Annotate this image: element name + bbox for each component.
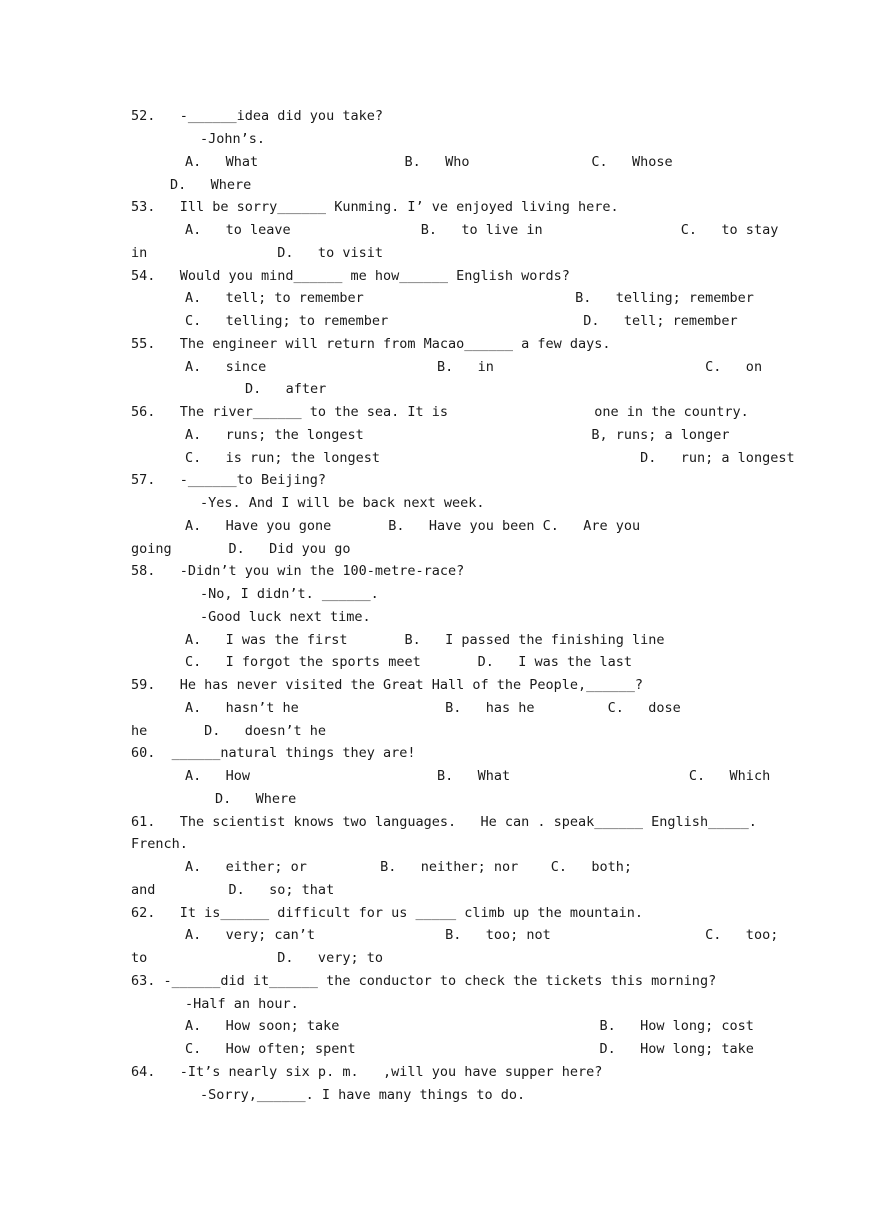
question-56-options-cd: C. is run; the longest D. run; a longest [185, 450, 795, 466]
question-60-options: A. How B. What C. Which [185, 768, 771, 784]
question-52-option-d: D. Where [170, 177, 252, 193]
question-52-prompt: 52. -______idea did you take? [131, 108, 383, 124]
question-56-prompt: 56. The river______ to the sea. It is one in the country. [131, 404, 749, 420]
question-54-prompt: 54. Would you mind______ me how______ English words? [131, 268, 570, 284]
question-55-options: A. since B. in C. on [185, 359, 763, 375]
question-61-options: A. either; or B. neither; nor C. both; [185, 859, 633, 875]
question-61-options-wrap: and D. so; that [131, 882, 335, 898]
question-57-prompt: 57. -______to Beijing? [131, 472, 327, 488]
question-58-prompt: 58. -Didn’t you win the 100-metre-race? [131, 563, 465, 579]
question-63-prompt: 63. -______did it______ the conductor to check the tickets this morning? [131, 973, 717, 989]
question-52-options: A. What B. Who C. Whose [185, 154, 673, 170]
question-59-prompt: 59. He has never visited the Great Hall of the People,______? [131, 677, 644, 693]
question-58-reply: -No, I didn’t. ______. [200, 586, 379, 602]
question-62-options-wrap: to D. very; to [131, 950, 383, 966]
question-63-options-ab: A. How soon; take B. How long; cost [185, 1018, 754, 1034]
question-56-options-ab: A. runs; the longest B, runs; a longer [185, 427, 730, 443]
question-57-options: A. Have you gone B. Have you been C. Are you [185, 518, 641, 534]
question-59-options-wrap: he D. doesn’t he [131, 723, 327, 739]
question-60-option-d: D. Where [215, 791, 297, 807]
question-58-options-cd: C. I forgot the sports meet D. I was the last [185, 654, 633, 670]
question-55-option-d: D. after [245, 381, 327, 397]
question-54-options-cd: C. telling; to remember D. tell; remember [185, 313, 738, 329]
question-54-options-ab: A. tell; to remember B. telling; remember [185, 290, 754, 306]
question-58-options-ab: A. I was the first B. I passed the finishing line [185, 632, 665, 648]
question-62-options: A. very; can’t B. too; not C. too; [185, 927, 779, 943]
question-59-options: A. hasn’t he B. has he C. dose [185, 700, 681, 716]
question-58-reply-2: -Good luck next time. [200, 609, 371, 625]
question-52-reply: -John’s. [200, 131, 266, 147]
question-60-prompt: 60. ______natural things they are! [131, 745, 416, 761]
question-53-options: A. to leave B. to live in C. to stay [185, 222, 779, 238]
question-62-prompt: 62. It is______ difficult for us _____ climb up the mountain. [131, 905, 644, 921]
question-57-reply: -Yes. And I will be back next week. [200, 495, 485, 511]
question-53-prompt: 53. Ill be sorry______ Kunming. I’ ve enjoyed living here. [131, 199, 619, 215]
question-64-reply: -Sorry,______. I have many things to do. [200, 1087, 526, 1103]
question-55-prompt: 55. The engineer will return from Macao______ a few days. [131, 336, 611, 352]
question-53-options-wrap: in D. to visit [131, 245, 383, 261]
question-63-reply: -Half an hour. [185, 996, 299, 1012]
question-64-prompt: 64. -It’s nearly six p. m. ,will you have supper here? [131, 1064, 603, 1080]
question-57-options-wrap: going D. Did you go [131, 541, 351, 557]
question-63-options-cd: C. How often; spent D. How long; take [185, 1041, 754, 1057]
question-61-prompt-wrap: French. [131, 836, 188, 852]
question-61-prompt: 61. The scientist knows two languages. He can . speak______ English_____. [131, 814, 757, 830]
